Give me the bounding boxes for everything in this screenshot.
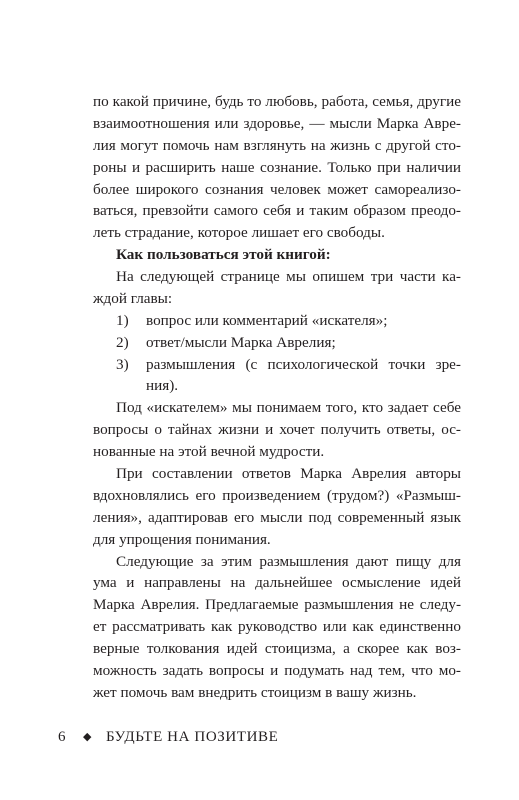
list-item: вопрос или комментарий «искателя»; — [146, 311, 388, 329]
paragraph-line: леть страдание, которое лишает его свободы. — [93, 224, 385, 242]
paragraph-line: можность задать вопросы и подумать над тем, что мо- — [93, 661, 461, 679]
page-number: 6 — [58, 729, 66, 745]
list-number: 2) — [116, 333, 129, 351]
paragraph-line: более широкого сознания человек может самореализо- — [93, 180, 461, 198]
paragraph-line: взаимоотношения или здоровье, — мысли Марка Авре- — [93, 114, 461, 132]
paragraph-line: для упрощения понимания. — [93, 530, 271, 548]
paragraph-line: по какой причине, будь то любовь, работа, семья, другие — [93, 93, 461, 110]
paragraph-line: При составлении ответов Марка Аврелия авторы — [116, 465, 461, 483]
list-item: размышления (с психологической точки зре- — [146, 355, 461, 373]
paragraph-line: лия могут помочь нам взглянуть на жизнь с другой сто- — [93, 136, 461, 154]
paragraph-line: ума и направлены на дальнейшее осмысление идей — [93, 574, 461, 592]
paragraph-line: На следующей странице мы опишем три части ка- — [116, 268, 461, 286]
paragraph-line: роны и расширить наше сознание. Только при наличии — [93, 158, 461, 176]
paragraph-line: ет рассматривать как руководство или как единственно — [93, 618, 461, 636]
list-number: 1) — [116, 311, 129, 329]
paragraph-line: Марка Аврелия. Предлагаемые размышления не следу- — [93, 596, 461, 614]
diamond-icon: ◆ — [83, 731, 92, 743]
paragraph-line: ления», адаптировав его мысли под современный язык — [93, 508, 461, 526]
section-heading: Как пользоваться этой книгой: — [116, 246, 331, 264]
paragraph-line: ждой главы: — [93, 289, 173, 307]
paragraph-line: вдохновлялись его произведением (трудом?) «Размыш- — [93, 486, 461, 504]
paragraph-line: Под «искателем» мы понимаем того, кто задает себе — [116, 399, 461, 417]
list-item: ответ/мысли Марка Аврелия; — [146, 333, 336, 351]
paragraph-line: Следующие за этим размышления дают пищу для — [116, 552, 461, 570]
paragraph-line: ваться, превзойти самого себя и таким образом преодо- — [93, 202, 461, 220]
paragraph-line: верные толкования идей стоицизма, а скорее как воз- — [93, 640, 461, 658]
list-item-continuation: ния). — [146, 377, 179, 395]
paragraph-line: вопросы о тайнах жизни и хочет получить ответы, ос- — [93, 421, 461, 439]
paragraph-line: нованные на этой вечной мудрости. — [93, 443, 325, 461]
list-number: 3) — [116, 355, 129, 373]
running-footer-title: БУДЬТЕ НА ПОЗИТИВЕ — [106, 729, 279, 745]
paragraph-line: жет помочь вам внедрить стоицизм в вашу жизнь. — [93, 683, 417, 701]
